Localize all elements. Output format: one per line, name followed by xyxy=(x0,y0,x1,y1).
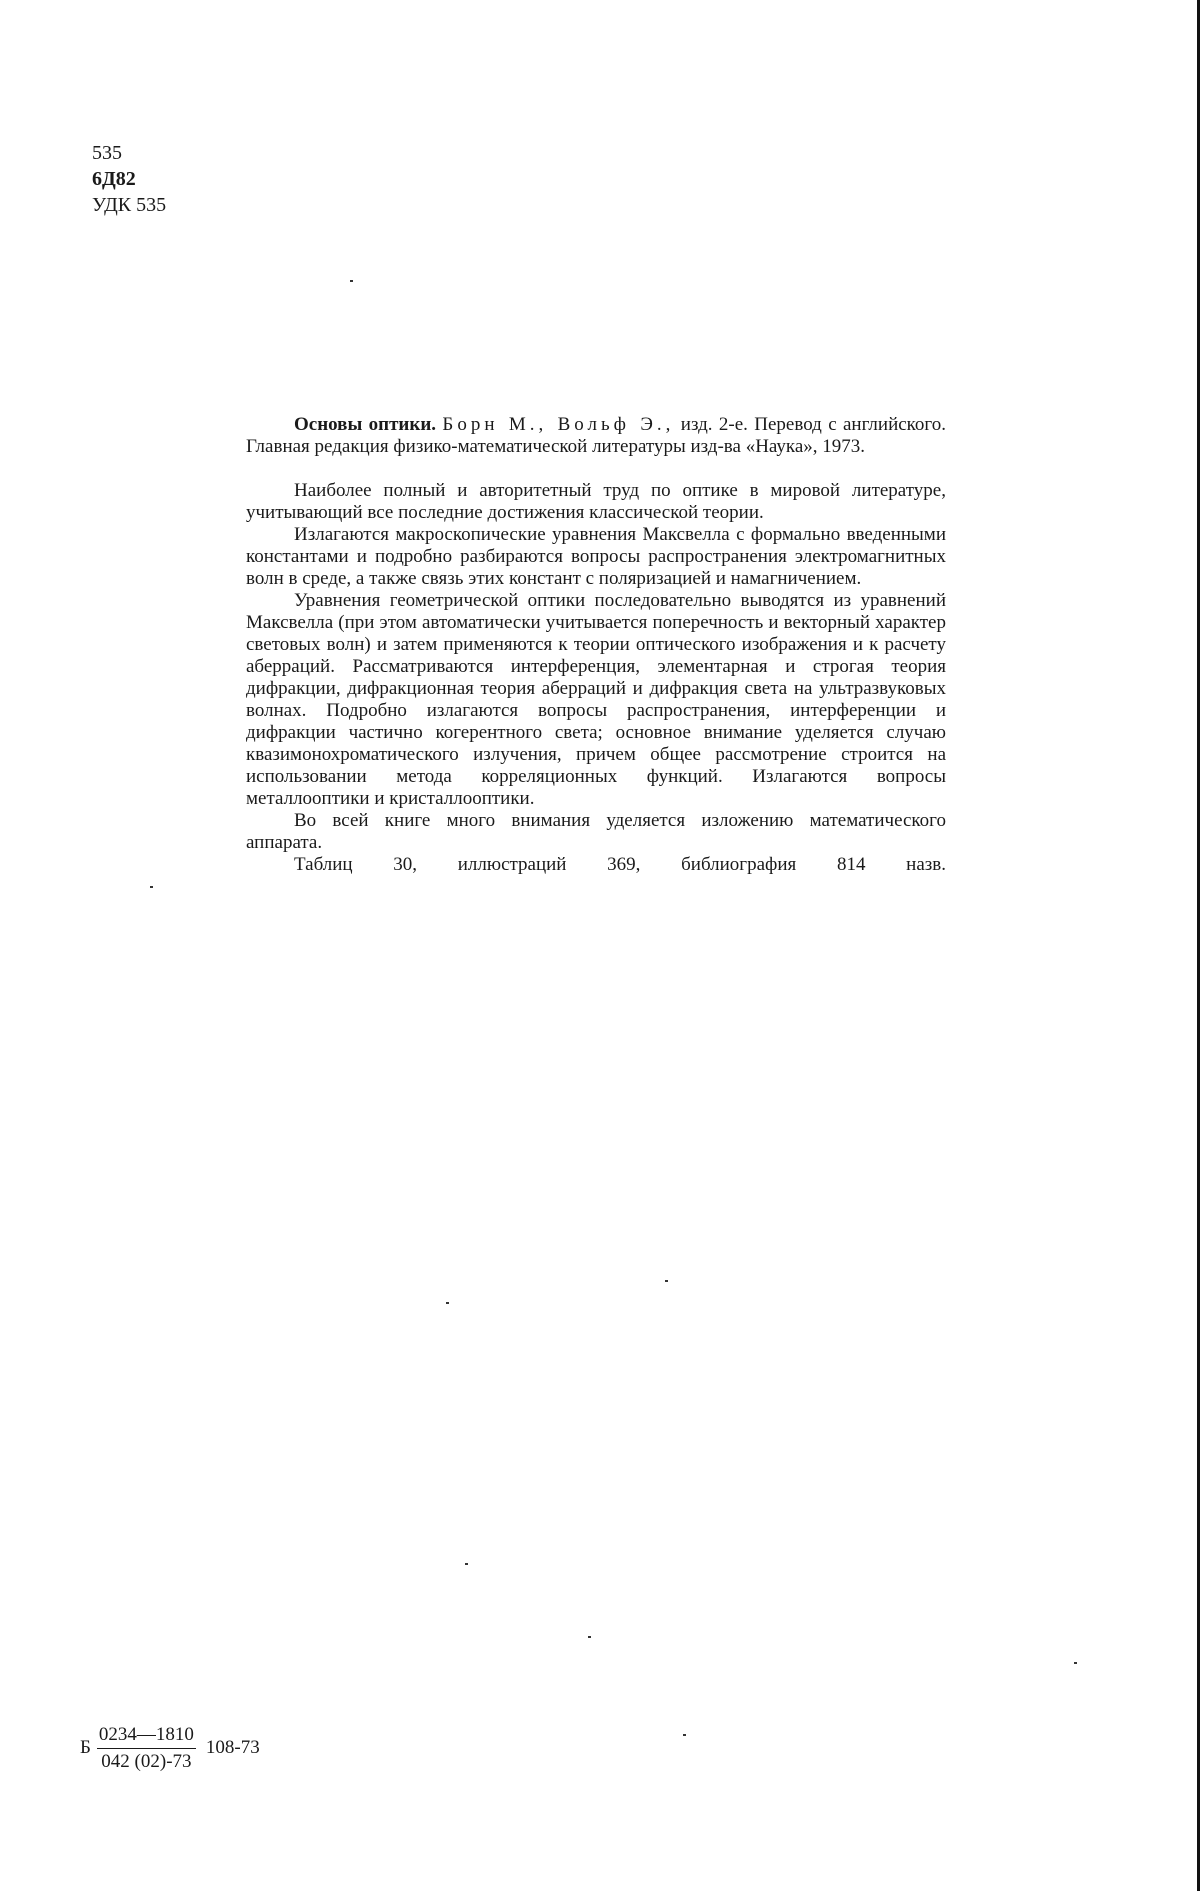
scan-speck xyxy=(465,1563,468,1565)
udc-code: УДК 535 xyxy=(92,194,167,216)
book-statistics: Таблиц 30, иллюстраций 369, библиография 814 назв. xyxy=(294,854,946,875)
bibliographic-reference xyxy=(246,414,946,458)
imprint-letter: Б xyxy=(80,1737,91,1758)
scan-speck xyxy=(350,280,353,282)
classification-block xyxy=(92,140,166,218)
abstract-paragraph-1: Наиболее полный и авторитетный труд по оптике в мировой литературе, учитывающий все последние достижения классической теории. xyxy=(246,480,946,523)
imprint-code: 108-73 xyxy=(205,1737,260,1758)
book-details: изд. 2-е. Перевод с английского. Главная редакция физико-математической литературы изд-ва «Наука», 1973. xyxy=(246,414,947,457)
abstract-block xyxy=(246,414,946,876)
scan-speck xyxy=(665,1280,668,1282)
scan-speck xyxy=(683,1734,686,1736)
scan-speck xyxy=(446,1302,449,1304)
abstract-paragraph-2: Излагаются макроскопические уравнения Максвелла с формально введенными константами и подробно разбираются вопросы распространения электромагнитных волн в среде, а также связь этих констант с поляризацией и намагничением. xyxy=(246,524,946,589)
udc-short-code: 535 xyxy=(92,142,122,164)
imprint-numerator: 0234—1810 xyxy=(97,1724,196,1749)
publisher-imprint-code xyxy=(80,1718,260,1778)
scan-speck xyxy=(588,1636,591,1638)
abstract-paragraph-3: Уравнения геометрической оптики последовательно выводятся из уравнений Максвелла (при этом автоматически учитывается поперечность и векторный характер световых волн) и затем применяются к теории оптического изображения и к расчету аберраций. Рассматриваются интерференция, элементарная и строгая теория дифракции, дифракционная теория аберраций и дифракция света на ультразвуковых волнах. Подробно излагаются вопросы распространения, интерференции и дифракции частично когерентного света; основное внимание уделяется случаю квазимонохроматического излучения, причем общее рассмотрение строится на использовании метода корреляционных функций. Излагаются вопросы металлооптики и кристаллооптики. xyxy=(246,590,946,809)
book-authors: Борн М., Вольф Э., xyxy=(442,414,675,435)
scan-speck xyxy=(150,886,153,888)
book-title: Основы оптики. xyxy=(294,414,437,435)
scan-speck xyxy=(1074,1662,1077,1664)
bbk-code: 6Д82 xyxy=(92,168,136,190)
abstract-paragraph-4: Во всей книге много внимания уделяется изложению математического аппарата. xyxy=(246,810,946,853)
imprint-denominator: 042 (02)-73 xyxy=(101,1750,192,1772)
imprint-fraction xyxy=(97,1724,196,1773)
